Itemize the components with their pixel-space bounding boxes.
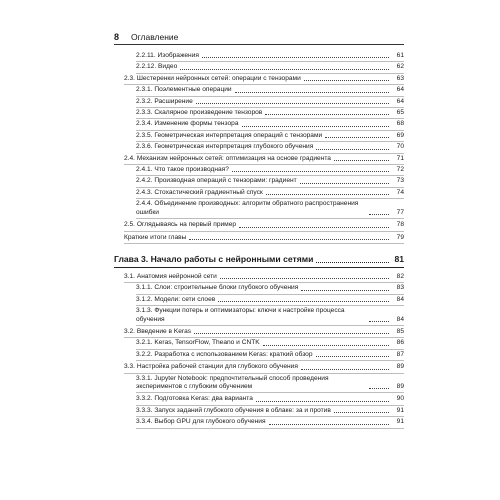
toc-page-number: 68 (396, 120, 404, 128)
toc-entry (114, 75, 404, 83)
dot-leader (232, 171, 389, 172)
toc-page-number: 73 (396, 177, 404, 185)
toc-entry (114, 166, 404, 174)
toc-page-number: 69 (396, 131, 404, 139)
toc-entry (114, 395, 404, 403)
toc-row (136, 166, 404, 174)
toc-page-number: 61 (396, 52, 404, 59)
dot-leader (316, 356, 389, 357)
toc-entry (114, 200, 404, 217)
entry-rule (136, 325, 404, 326)
toc-entry (114, 189, 404, 197)
toc-entry (114, 284, 404, 292)
toc-label: 2.5. Оглядываясь на первый пример (124, 221, 237, 229)
toc-label: 3.2.1. Keras, TensorFlow, Theano и CNTK (136, 339, 260, 347)
dot-leader (301, 369, 389, 370)
toc-page-number: 71 (396, 154, 404, 162)
dot-leader (304, 80, 389, 81)
toc-label: 3.1.3. Функции потерь и оптимизаторы: ключи к настройке процесса обучения (136, 307, 345, 323)
toc-row (136, 296, 404, 304)
toc-row (124, 234, 404, 242)
dot-leader (334, 160, 389, 161)
entry-rule (136, 294, 404, 295)
toc-row (136, 200, 404, 217)
toc-label: Краткие итоги главы (124, 233, 187, 241)
toc-page-number: 78 (396, 221, 404, 229)
dot-leader (263, 345, 389, 346)
toc-entry (114, 109, 404, 117)
dot-leader (269, 424, 389, 425)
dot-leader (325, 137, 389, 138)
toc-row (136, 132, 404, 140)
toc-row (124, 221, 404, 229)
toc-page-number: 81 (394, 253, 404, 264)
toc-label: 3.1.2. Модели: сети слоев (136, 295, 216, 303)
entry-rule (136, 153, 404, 154)
toc-page-number: 87 (396, 350, 404, 358)
dot-leader (256, 401, 389, 402)
dot-leader (242, 126, 390, 127)
toc-row (136, 307, 404, 324)
dot-leader (220, 278, 389, 279)
toc-label: 2.3.6. Геометрическая интерпретация глубокого обучения (136, 143, 314, 151)
toc-page-number: 63 (396, 74, 404, 82)
toc-page-number: 89 (396, 363, 404, 371)
toc-page-number: 83 (396, 284, 404, 292)
toc-entry (114, 328, 404, 336)
entry-rule (136, 360, 404, 361)
toc-row (136, 177, 404, 185)
toc-page-number: 62 (396, 63, 404, 71)
toc-label: 2.4.3. Стохастический градиентный спуск (136, 188, 263, 196)
dot-leader (369, 388, 389, 389)
toc-row (136, 395, 404, 403)
toc-label: 2.4.1. Что такое производная? (136, 166, 229, 174)
toc-entry (114, 120, 404, 128)
toc-entry (114, 52, 404, 60)
toc-page-number: 90 (396, 395, 404, 403)
dot-leader (194, 333, 389, 334)
toc-label: 2.2.12. Видео (136, 63, 178, 71)
toc-entry (114, 307, 404, 324)
toc-row (114, 254, 404, 265)
toc-page-number: 84 (396, 295, 404, 303)
entry-rule (136, 405, 404, 406)
toc-label: 2.3.5. Геометрическая интерпретация операций с тензорами (136, 131, 323, 139)
toc-row (136, 418, 404, 426)
toc-entry (114, 234, 404, 242)
toc-row (124, 273, 404, 281)
header-rule (114, 44, 404, 45)
toc-row (136, 375, 404, 392)
toc-entry (114, 63, 404, 71)
toc-row (136, 86, 404, 94)
dot-leader (265, 114, 389, 115)
entry-rule (136, 73, 404, 74)
dot-leader (189, 239, 389, 240)
toc-label: 3.2. Введение в Keras (124, 327, 192, 335)
dot-leader (235, 92, 389, 93)
toc-label: 2.3. Шестеренки нейронных сетей: операции с тензорами (124, 74, 301, 82)
dot-leader (196, 103, 389, 104)
entry-rule (136, 305, 404, 306)
toc-page-number: 70 (396, 143, 404, 151)
dot-leader (239, 227, 389, 228)
toc-page-number: 91 (396, 406, 404, 414)
toc-label: 2.3.2. Расширение (136, 97, 193, 105)
toc-row (136, 52, 404, 60)
dot-leader (369, 321, 389, 322)
dot-leader (316, 149, 389, 150)
toc-entry (114, 98, 404, 106)
toc-entry (114, 375, 404, 392)
toc-entry (114, 273, 404, 281)
table-of-contents (114, 49, 404, 427)
toc-row (136, 120, 404, 128)
toc-row (136, 407, 404, 415)
toc-entry (114, 339, 404, 347)
entry-rule (136, 349, 404, 350)
toc-row (124, 363, 404, 371)
toc-label: 3.3.2. Подготовка Keras: два варианта (136, 395, 253, 403)
toc-entry (114, 363, 404, 371)
entry-rule (136, 130, 404, 131)
toc-row (136, 143, 404, 151)
toc-label: 3.1.1. Слои: строительные блоки глубокого обучения (136, 284, 299, 292)
dot-leader (266, 194, 389, 195)
toc-row (136, 351, 404, 359)
dot-leader (369, 214, 389, 215)
toc-entry (114, 177, 404, 185)
entry-rule (124, 243, 404, 244)
toc-entry (114, 86, 404, 94)
entry-rule (124, 231, 404, 232)
toc-entry (114, 221, 404, 229)
toc-row (136, 284, 404, 292)
toc-label: Глава 3. Начало работы с нейронными сетями (114, 253, 314, 264)
toc-row (124, 75, 404, 83)
entry-rule (124, 337, 404, 338)
entry-rule (136, 118, 404, 119)
toc-label: 2.3.3. Скалярное произведение тензоров (136, 109, 263, 117)
toc-label: 2.4.2. Производная операций с тензорами: градиент (136, 177, 297, 185)
toc-page-number: 84 (396, 315, 404, 323)
toc-page-number: 82 (396, 272, 404, 280)
running-header (114, 28, 404, 42)
toc-label: 2.4. Механизм нейронных сетей: оптимизация на основе градиента (124, 154, 331, 162)
dot-leader (301, 290, 389, 291)
toc-label: 2.3.1. Поэлементные операции (136, 86, 232, 94)
toc-entry (114, 351, 404, 359)
toc-label: 3.3.4. Выбор GPU для глубокого обучения (136, 418, 266, 426)
toc-entry (114, 407, 404, 415)
toc-label: 2.4.4. Объединение производных: алгоритм обратного распространения ошибки (136, 200, 359, 216)
dot-leader (202, 57, 389, 58)
toc-label: 2.3.4. Изменение формы тензора (136, 120, 239, 128)
entry-rule (124, 84, 404, 85)
toc-label: 3.3.1. Jupyter Notebook: предпочтительный способ проведения экспериментов с глубоким обучением (136, 374, 329, 390)
toc-page-number: 64 (396, 97, 404, 105)
toc-entry (114, 296, 404, 304)
toc-row (136, 63, 404, 71)
toc-entry (114, 418, 404, 426)
dot-leader (218, 301, 389, 302)
toc-row (136, 109, 404, 117)
toc-row (124, 328, 404, 336)
toc-label: 3.3.3. Запуск заданий глубокого обучения в облаке: за и против (136, 406, 331, 414)
dot-leader (300, 183, 389, 184)
toc-row (136, 339, 404, 347)
toc-label: 3.2.2. Разработка с использованием Keras: краткий обзор (136, 350, 313, 358)
toc-row (136, 98, 404, 106)
toc-entry (114, 132, 404, 140)
toc-page-number: 85 (396, 327, 404, 335)
dot-leader (180, 69, 389, 70)
toc-page-number: 74 (396, 188, 404, 196)
entry-rule (136, 61, 404, 62)
toc-page-number: 77 (396, 208, 404, 216)
entry-rule (114, 267, 404, 268)
toc-row (136, 189, 404, 197)
entry-rule (136, 392, 404, 393)
entry-rule (124, 373, 404, 374)
entry-rule (136, 428, 404, 429)
toc-page-number: 86 (396, 339, 404, 347)
toc-row (124, 155, 404, 163)
toc-label: 2.2.11. Изображения (136, 52, 199, 59)
page-number: 8 (114, 32, 120, 42)
toc-page-number: 65 (396, 109, 404, 117)
toc-page-number: 64 (396, 86, 404, 94)
entry-rule (136, 96, 404, 97)
entry-rule (136, 107, 404, 108)
entry-rule (136, 218, 404, 219)
toc-page-number: 89 (396, 382, 404, 390)
running-title: Оглавление (131, 32, 179, 42)
toc-chapter (114, 254, 404, 265)
toc-entry (114, 143, 404, 151)
dot-leader (334, 412, 389, 413)
toc-page-number: 91 (396, 418, 404, 426)
toc-label: 3.3. Настройка рабочей станции для глубокого обучения (124, 363, 298, 371)
toc-page-number: 79 (396, 233, 404, 241)
toc-entry (114, 155, 404, 163)
toc-label: 3.1. Анатомия нейронной сети (124, 272, 217, 280)
entry-rule (136, 187, 404, 188)
toc-page-number: 72 (396, 166, 404, 174)
dot-leader (316, 262, 389, 263)
entry-rule (124, 164, 404, 165)
